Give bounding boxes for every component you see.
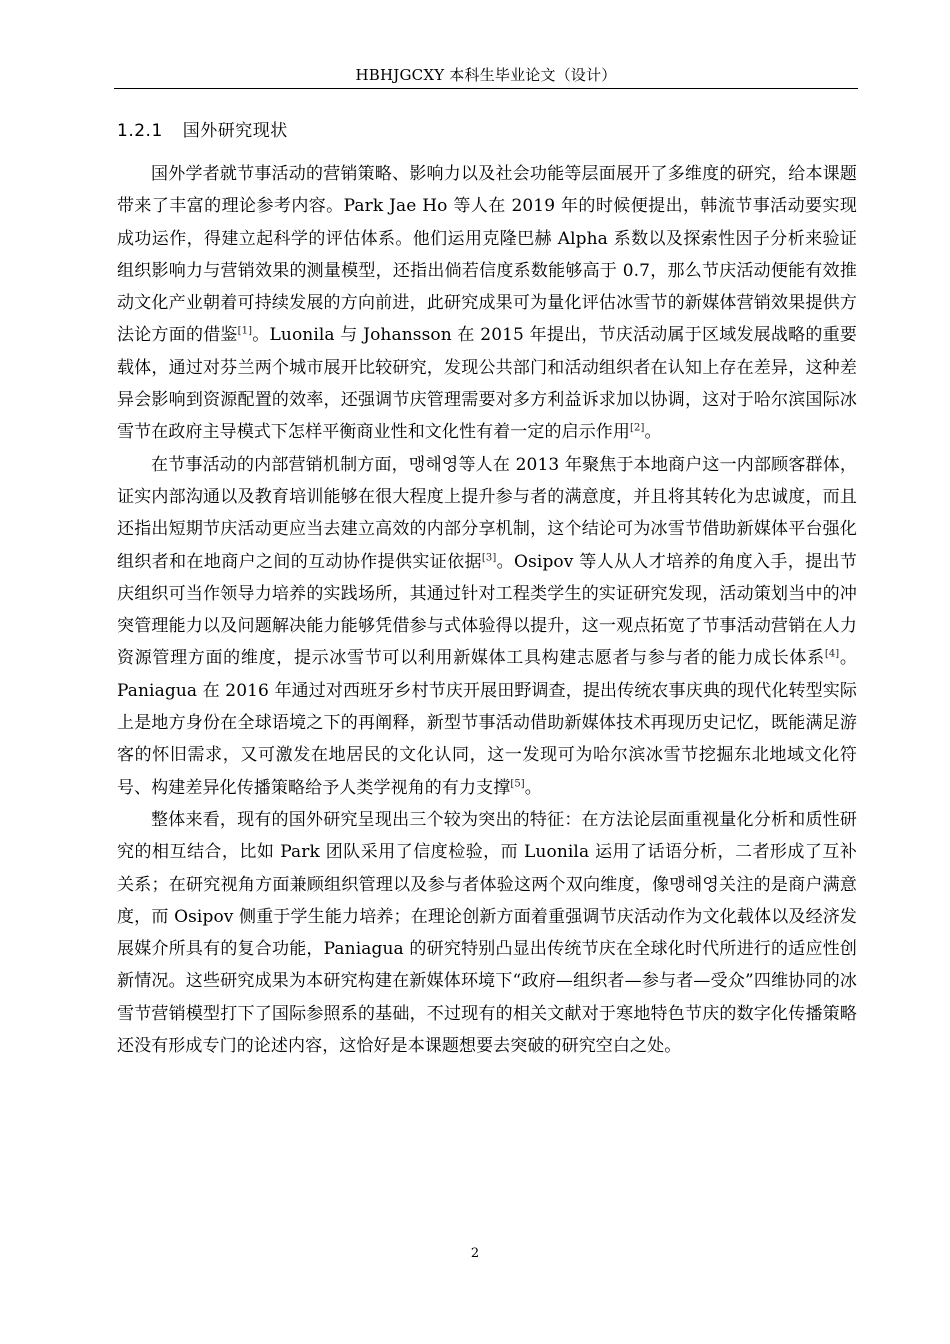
section-heading <box>117 118 288 144</box>
section-title: 国外研究现状 <box>182 121 288 141</box>
citation-2: [2] <box>630 422 645 434</box>
text-segment: 整体来看，现有的国外研究呈现出三个较为突出的特征：在方法论层面重视量化分析和质性研究的相互结合，比如 Park 团队采用了信度检验，而 Luonila 运用了话语分析，二者形成了互补关系；在研究视角方面兼顾组织管理以及参与者体验这两个双向维度，像맹해영关注的是商户满意度，而 Osipov 侧重于学生能力培养；在理论创新方面着重强调节庆活动作为文化载体以及经济发展媒介所具有的复合功能，Paniagua 的研究特别凸显出传统节庆在全球化时代所进行的适应性创新情况。这些研究成果为本研究构建在新媒体环境下“政府—组织者—参与者—受众”四维协同的冰雪节营销模型打下了国际参照系的基础，不过现有的相关文献对于寒地特色节庆的数字化传播策略还没有形成专门的论述内容，这恰好是本课题想要去突破的研究空白之处。 <box>117 809 857 1057</box>
page-header: HBHJGCXY 本科生毕业论文（设计） <box>355 66 617 84</box>
text-segment: 。Luonila 与 Johansson 在 2015 年提出，节庆活动属于区域发展战略的重要载体，通过对芬兰两个城市展开比较研究，发现公共部门和活动组织者在认知上存在差异，这种差异会影响到资源配置的效率，还强调节庆管理需要对多方利益诉求加以协调，这对于哈尔滨国际冰雪节在政府主导模式下怎样平衡商业性和文化性有着一定的启示作用 <box>117 325 857 443</box>
paragraph-1 <box>117 158 857 449</box>
paragraph-2 <box>117 449 857 804</box>
paragraph-3 <box>117 804 857 1062</box>
citation-3: [3] <box>481 551 497 563</box>
citation-1: [1] <box>237 325 253 337</box>
text-segment: 。Osipov 等人从人才培养的角度入手，提出节庆组织可当作领导力培养的实践场所，其通过针对工程类学生的实证研究发现，活动策划当中的冲突管理能力以及问题解决能力能够凭借参与式体验得以提升，这一观点拓宽了节事活动营销在人力资源管理方面的维度，提示冰雪节可以利用新媒体工具构建志愿者与参与者的能力成长体系 <box>117 551 857 669</box>
text-segment: 在节事活动的内部营销机制方面，맹해영等人在 2013 年聚焦于本地商户这一内部顾客群体，证实内部沟通以及教育培训能够在很大程度上提升参与者的满意度，并且将其转化为忠诚度，而且还指出短期节庆活动更应当去建立高效的内部分享机制，这个结论可为冰雪节借助新媒体平台强化组织者和在地商户之间的互动协作提供实证依据 <box>117 454 857 572</box>
section-number: 1.2.1 <box>117 121 163 141</box>
text-segment: 。 <box>644 422 662 443</box>
page-number: 2 <box>470 1246 480 1261</box>
text-segment: 。 <box>524 777 542 798</box>
body-text <box>117 158 857 1062</box>
citation-4: [4] <box>824 648 840 660</box>
citation-5: [5] <box>510 777 525 789</box>
header-divider <box>114 88 858 89</box>
text-segment: 。Paniagua 在 2016 年通过对西班牙乡村节庆开展田野调查，提出传统农事庆典的现代化转型实际上是地方身份在全球语境之下的再阐释，新型节事活动借助新媒体技术再现历史记忆，既能满足游客的怀旧需求，又可激发在地居民的文化认同，这一发现可为哈尔滨冰雪节挖掘东北地域文化符号、构建差异化传播策略给予人类学视角的有力支撑 <box>117 648 857 798</box>
text-segment: 国外学者就节事活动的营销策略、影响力以及社会功能等层面展开了多维度的研究，给本课题带来了丰富的理论参考内容。Park Jae Ho 等人在 2019 年的时候便提出，韩流节事活动要实现成功运作，得建立起科学的评估体系。他们运用克隆巴赫 Alpha 系数以及探索性因子分析来验证组织影响力与营销效果的测量模型，还指出倘若信度系数能够高于 0.7，那么节庆活动便能有效推动文化产业朝着可持续发展的方向前进，此研究成果可为量化评估冰雪节的新媒体营销效果提供方法论方面的借鉴 <box>117 164 857 346</box>
